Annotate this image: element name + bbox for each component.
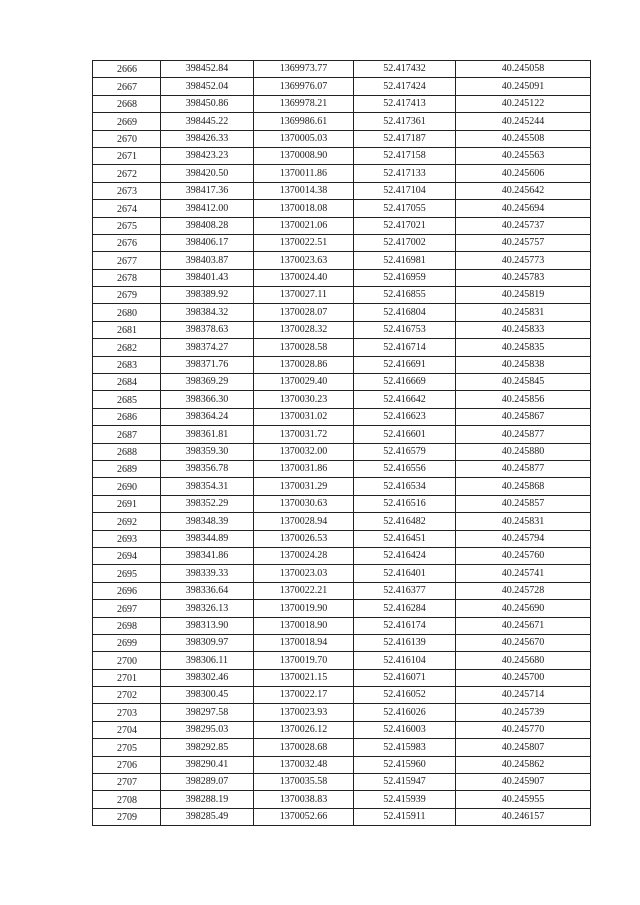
- latitude-cell: 52.417002: [354, 234, 456, 251]
- latitude-cell: 52.416804: [354, 304, 456, 321]
- y-coordinate-cell: 1370014.38: [254, 182, 354, 199]
- latitude-cell: 52.417133: [354, 165, 456, 182]
- latitude-cell: 52.416451: [354, 530, 456, 547]
- table-row: [93, 791, 591, 808]
- latitude-cell: 52.415911: [354, 808, 456, 825]
- y-coordinate-cell: 1370018.94: [254, 634, 354, 651]
- x-coordinate-cell: 398361.81: [161, 426, 254, 443]
- table-row: [93, 321, 591, 338]
- table-row: [93, 530, 591, 547]
- longitude-cell: 40.245877: [456, 426, 591, 443]
- table-row: [93, 565, 591, 582]
- table-row: [93, 704, 591, 721]
- latitude-cell: 52.415960: [354, 756, 456, 773]
- y-coordinate-cell: 1370021.06: [254, 217, 354, 234]
- x-coordinate-cell: 398354.31: [161, 478, 254, 495]
- point-number-cell: 2666: [93, 61, 161, 78]
- x-coordinate-cell: 398297.58: [161, 704, 254, 721]
- table-row: [93, 408, 591, 425]
- longitude-cell: 40.245728: [456, 582, 591, 599]
- table-row: [93, 252, 591, 269]
- latitude-cell: 52.416579: [354, 443, 456, 460]
- y-coordinate-cell: 1370005.03: [254, 130, 354, 147]
- table-row: [93, 634, 591, 651]
- table-row: [93, 617, 591, 634]
- x-coordinate-cell: 398339.33: [161, 565, 254, 582]
- y-coordinate-cell: 1370031.72: [254, 426, 354, 443]
- latitude-cell: 52.417158: [354, 147, 456, 164]
- point-number-cell: 2667: [93, 78, 161, 95]
- point-number-cell: 2682: [93, 339, 161, 356]
- x-coordinate-cell: 398371.76: [161, 356, 254, 373]
- x-coordinate-cell: 398408.28: [161, 217, 254, 234]
- point-number-cell: 2702: [93, 687, 161, 704]
- table-row: [93, 478, 591, 495]
- table-row: [93, 426, 591, 443]
- y-coordinate-cell: 1370030.23: [254, 391, 354, 408]
- longitude-cell: 40.245770: [456, 721, 591, 738]
- point-number-cell: 2699: [93, 634, 161, 651]
- y-coordinate-cell: 1370022.51: [254, 234, 354, 251]
- latitude-cell: 52.416104: [354, 652, 456, 669]
- point-number-cell: 2691: [93, 495, 161, 512]
- point-number-cell: 2687: [93, 426, 161, 443]
- longitude-cell: 40.245838: [456, 356, 591, 373]
- table-row: [93, 95, 591, 112]
- latitude-cell: 52.416534: [354, 478, 456, 495]
- y-coordinate-cell: 1369976.07: [254, 78, 354, 95]
- point-number-cell: 2692: [93, 513, 161, 530]
- x-coordinate-cell: 398302.46: [161, 669, 254, 686]
- table-row: [93, 130, 591, 147]
- longitude-cell: 40.245714: [456, 687, 591, 704]
- y-coordinate-cell: 1370018.90: [254, 617, 354, 634]
- latitude-cell: 52.416284: [354, 600, 456, 617]
- y-coordinate-cell: 1370031.29: [254, 478, 354, 495]
- point-number-cell: 2696: [93, 582, 161, 599]
- y-coordinate-cell: 1370028.58: [254, 339, 354, 356]
- x-coordinate-cell: 398341.86: [161, 547, 254, 564]
- longitude-cell: 40.245845: [456, 374, 591, 391]
- table-row: [93, 61, 591, 78]
- y-coordinate-cell: 1370028.94: [254, 513, 354, 530]
- y-coordinate-cell: 1370022.21: [254, 582, 354, 599]
- latitude-cell: 52.415983: [354, 739, 456, 756]
- y-coordinate-cell: 1370031.86: [254, 460, 354, 477]
- latitude-cell: 52.416623: [354, 408, 456, 425]
- x-coordinate-cell: 398403.87: [161, 252, 254, 269]
- y-coordinate-cell: 1370026.12: [254, 721, 354, 738]
- point-number-cell: 2707: [93, 774, 161, 791]
- table-row: [93, 669, 591, 686]
- longitude-cell: 40.245831: [456, 304, 591, 321]
- point-number-cell: 2680: [93, 304, 161, 321]
- coordinates-table-body: [93, 61, 591, 826]
- table-row: [93, 287, 591, 304]
- longitude-cell: 40.245737: [456, 217, 591, 234]
- latitude-cell: 52.417432: [354, 61, 456, 78]
- y-coordinate-cell: 1370023.93: [254, 704, 354, 721]
- longitude-cell: 40.245857: [456, 495, 591, 512]
- longitude-cell: 40.245122: [456, 95, 591, 112]
- latitude-cell: 52.417187: [354, 130, 456, 147]
- y-coordinate-cell: 1370027.11: [254, 287, 354, 304]
- x-coordinate-cell: 398364.24: [161, 408, 254, 425]
- point-number-cell: 2688: [93, 443, 161, 460]
- y-coordinate-cell: 1370029.40: [254, 374, 354, 391]
- x-coordinate-cell: 398313.90: [161, 617, 254, 634]
- point-number-cell: 2693: [93, 530, 161, 547]
- y-coordinate-cell: 1370028.32: [254, 321, 354, 338]
- longitude-cell: 40.245563: [456, 147, 591, 164]
- table-row: [93, 304, 591, 321]
- point-number-cell: 2675: [93, 217, 161, 234]
- table-row: [93, 443, 591, 460]
- y-coordinate-cell: 1370052.66: [254, 808, 354, 825]
- table-row: [93, 339, 591, 356]
- longitude-cell: 40.245760: [456, 547, 591, 564]
- latitude-cell: 52.417104: [354, 182, 456, 199]
- point-number-cell: 2701: [93, 669, 161, 686]
- longitude-cell: 40.245819: [456, 287, 591, 304]
- x-coordinate-cell: 398417.36: [161, 182, 254, 199]
- table-row: [93, 113, 591, 130]
- longitude-cell: 40.245807: [456, 739, 591, 756]
- latitude-cell: 52.417424: [354, 78, 456, 95]
- y-coordinate-cell: 1370019.90: [254, 600, 354, 617]
- x-coordinate-cell: 398352.29: [161, 495, 254, 512]
- longitude-cell: 40.245700: [456, 669, 591, 686]
- longitude-cell: 40.245773: [456, 252, 591, 269]
- table-row: [93, 721, 591, 738]
- latitude-cell: 52.416753: [354, 321, 456, 338]
- table-row: [93, 582, 591, 599]
- y-coordinate-cell: 1370032.00: [254, 443, 354, 460]
- longitude-cell: 40.245091: [456, 78, 591, 95]
- longitude-cell: 40.245757: [456, 234, 591, 251]
- longitude-cell: 40.245856: [456, 391, 591, 408]
- x-coordinate-cell: 398445.22: [161, 113, 254, 130]
- x-coordinate-cell: 398306.11: [161, 652, 254, 669]
- latitude-cell: 52.416424: [354, 547, 456, 564]
- x-coordinate-cell: 398359.30: [161, 443, 254, 460]
- y-coordinate-cell: 1370019.70: [254, 652, 354, 669]
- y-coordinate-cell: 1370021.15: [254, 669, 354, 686]
- longitude-cell: 40.245690: [456, 600, 591, 617]
- table-row: [93, 182, 591, 199]
- longitude-cell: 40.245831: [456, 513, 591, 530]
- latitude-cell: 52.416714: [354, 339, 456, 356]
- table-row: [93, 269, 591, 286]
- x-coordinate-cell: 398292.85: [161, 739, 254, 756]
- latitude-cell: 52.417055: [354, 200, 456, 217]
- x-coordinate-cell: 398452.84: [161, 61, 254, 78]
- latitude-cell: 52.416981: [354, 252, 456, 269]
- point-number-cell: 2677: [93, 252, 161, 269]
- x-coordinate-cell: 398378.63: [161, 321, 254, 338]
- y-coordinate-cell: 1370028.07: [254, 304, 354, 321]
- y-coordinate-cell: 1370030.63: [254, 495, 354, 512]
- x-coordinate-cell: 398295.03: [161, 721, 254, 738]
- latitude-cell: 52.416139: [354, 634, 456, 651]
- latitude-cell: 52.416052: [354, 687, 456, 704]
- point-number-cell: 2704: [93, 721, 161, 738]
- table-row: [93, 200, 591, 217]
- latitude-cell: 52.416401: [354, 565, 456, 582]
- x-coordinate-cell: 398288.19: [161, 791, 254, 808]
- coordinates-table: [92, 60, 591, 826]
- latitude-cell: 52.416482: [354, 513, 456, 530]
- y-coordinate-cell: 1369973.77: [254, 61, 354, 78]
- point-number-cell: 2685: [93, 391, 161, 408]
- y-coordinate-cell: 1370024.28: [254, 547, 354, 564]
- longitude-cell: 40.245508: [456, 130, 591, 147]
- table-row: [93, 513, 591, 530]
- point-number-cell: 2689: [93, 460, 161, 477]
- longitude-cell: 40.245794: [456, 530, 591, 547]
- latitude-cell: 52.417413: [354, 95, 456, 112]
- point-number-cell: 2669: [93, 113, 161, 130]
- x-coordinate-cell: 398290.41: [161, 756, 254, 773]
- latitude-cell: 52.417361: [354, 113, 456, 130]
- point-number-cell: 2695: [93, 565, 161, 582]
- x-coordinate-cell: 398412.00: [161, 200, 254, 217]
- latitude-cell: 52.417021: [354, 217, 456, 234]
- latitude-cell: 52.416642: [354, 391, 456, 408]
- latitude-cell: 52.416959: [354, 269, 456, 286]
- point-number-cell: 2681: [93, 321, 161, 338]
- y-coordinate-cell: 1370038.83: [254, 791, 354, 808]
- point-number-cell: 2673: [93, 182, 161, 199]
- x-coordinate-cell: 398389.92: [161, 287, 254, 304]
- point-number-cell: 2708: [93, 791, 161, 808]
- latitude-cell: 52.416556: [354, 460, 456, 477]
- point-number-cell: 2670: [93, 130, 161, 147]
- y-coordinate-cell: 1370023.03: [254, 565, 354, 582]
- x-coordinate-cell: 398285.49: [161, 808, 254, 825]
- x-coordinate-cell: 398384.32: [161, 304, 254, 321]
- latitude-cell: 52.416691: [354, 356, 456, 373]
- latitude-cell: 52.416003: [354, 721, 456, 738]
- table-row: [93, 147, 591, 164]
- y-coordinate-cell: 1370031.02: [254, 408, 354, 425]
- longitude-cell: 40.245739: [456, 704, 591, 721]
- longitude-cell: 40.245642: [456, 182, 591, 199]
- table-row: [93, 165, 591, 182]
- table-row: [93, 547, 591, 564]
- table-row: [93, 495, 591, 512]
- longitude-cell: 40.245862: [456, 756, 591, 773]
- x-coordinate-cell: 398374.27: [161, 339, 254, 356]
- latitude-cell: 52.416669: [354, 374, 456, 391]
- latitude-cell: 52.415947: [354, 774, 456, 791]
- table-row: [93, 774, 591, 791]
- longitude-cell: 40.245244: [456, 113, 591, 130]
- point-number-cell: 2706: [93, 756, 161, 773]
- table-row: [93, 217, 591, 234]
- y-coordinate-cell: 1370008.90: [254, 147, 354, 164]
- table-row: [93, 391, 591, 408]
- x-coordinate-cell: 398300.45: [161, 687, 254, 704]
- point-number-cell: 2668: [93, 95, 161, 112]
- table-row: [93, 652, 591, 669]
- point-number-cell: 2674: [93, 200, 161, 217]
- longitude-cell: 40.246157: [456, 808, 591, 825]
- longitude-cell: 40.245835: [456, 339, 591, 356]
- longitude-cell: 40.245833: [456, 321, 591, 338]
- point-number-cell: 2679: [93, 287, 161, 304]
- point-number-cell: 2683: [93, 356, 161, 373]
- point-number-cell: 2700: [93, 652, 161, 669]
- longitude-cell: 40.245694: [456, 200, 591, 217]
- longitude-cell: 40.245880: [456, 443, 591, 460]
- point-number-cell: 2703: [93, 704, 161, 721]
- point-number-cell: 2698: [93, 617, 161, 634]
- table-row: [93, 600, 591, 617]
- y-coordinate-cell: 1370024.40: [254, 269, 354, 286]
- latitude-cell: 52.416855: [354, 287, 456, 304]
- y-coordinate-cell: 1370022.17: [254, 687, 354, 704]
- x-coordinate-cell: 398423.23: [161, 147, 254, 164]
- x-coordinate-cell: 398401.43: [161, 269, 254, 286]
- latitude-cell: 52.416377: [354, 582, 456, 599]
- point-number-cell: 2671: [93, 147, 161, 164]
- y-coordinate-cell: 1370032.48: [254, 756, 354, 773]
- y-coordinate-cell: 1370028.68: [254, 739, 354, 756]
- point-number-cell: 2686: [93, 408, 161, 425]
- longitude-cell: 40.245868: [456, 478, 591, 495]
- x-coordinate-cell: 398406.17: [161, 234, 254, 251]
- x-coordinate-cell: 398450.86: [161, 95, 254, 112]
- point-number-cell: 2705: [93, 739, 161, 756]
- longitude-cell: 40.245606: [456, 165, 591, 182]
- y-coordinate-cell: 1369978.21: [254, 95, 354, 112]
- latitude-cell: 52.416071: [354, 669, 456, 686]
- longitude-cell: 40.245783: [456, 269, 591, 286]
- y-coordinate-cell: 1370018.08: [254, 200, 354, 217]
- table-row: [93, 460, 591, 477]
- latitude-cell: 52.416174: [354, 617, 456, 634]
- y-coordinate-cell: 1370023.63: [254, 252, 354, 269]
- longitude-cell: 40.245058: [456, 61, 591, 78]
- point-number-cell: 2690: [93, 478, 161, 495]
- table-row: [93, 234, 591, 251]
- point-number-cell: 2709: [93, 808, 161, 825]
- point-number-cell: 2694: [93, 547, 161, 564]
- longitude-cell: 40.245867: [456, 408, 591, 425]
- x-coordinate-cell: 398356.78: [161, 460, 254, 477]
- point-number-cell: 2697: [93, 600, 161, 617]
- table-row: [93, 687, 591, 704]
- longitude-cell: 40.245907: [456, 774, 591, 791]
- latitude-cell: 52.415939: [354, 791, 456, 808]
- longitude-cell: 40.245671: [456, 617, 591, 634]
- x-coordinate-cell: 398420.50: [161, 165, 254, 182]
- point-number-cell: 2672: [93, 165, 161, 182]
- longitude-cell: 40.245877: [456, 460, 591, 477]
- table-row: [93, 374, 591, 391]
- x-coordinate-cell: 398336.64: [161, 582, 254, 599]
- latitude-cell: 52.416601: [354, 426, 456, 443]
- x-coordinate-cell: 398348.39: [161, 513, 254, 530]
- x-coordinate-cell: 398452.04: [161, 78, 254, 95]
- y-coordinate-cell: 1370028.86: [254, 356, 354, 373]
- point-number-cell: 2678: [93, 269, 161, 286]
- y-coordinate-cell: 1369986.61: [254, 113, 354, 130]
- longitude-cell: 40.245955: [456, 791, 591, 808]
- x-coordinate-cell: 398309.97: [161, 634, 254, 651]
- latitude-cell: 52.416026: [354, 704, 456, 721]
- longitude-cell: 40.245680: [456, 652, 591, 669]
- x-coordinate-cell: 398344.89: [161, 530, 254, 547]
- x-coordinate-cell: 398366.30: [161, 391, 254, 408]
- x-coordinate-cell: 398289.07: [161, 774, 254, 791]
- table-row: [93, 78, 591, 95]
- x-coordinate-cell: 398426.33: [161, 130, 254, 147]
- table-row: [93, 756, 591, 773]
- latitude-cell: 52.416516: [354, 495, 456, 512]
- point-number-cell: 2676: [93, 234, 161, 251]
- table-row: [93, 808, 591, 825]
- point-number-cell: 2684: [93, 374, 161, 391]
- x-coordinate-cell: 398369.29: [161, 374, 254, 391]
- table-row: [93, 739, 591, 756]
- table-row: [93, 356, 591, 373]
- y-coordinate-cell: 1370035.58: [254, 774, 354, 791]
- longitude-cell: 40.245741: [456, 565, 591, 582]
- y-coordinate-cell: 1370011.86: [254, 165, 354, 182]
- y-coordinate-cell: 1370026.53: [254, 530, 354, 547]
- longitude-cell: 40.245670: [456, 634, 591, 651]
- x-coordinate-cell: 398326.13: [161, 600, 254, 617]
